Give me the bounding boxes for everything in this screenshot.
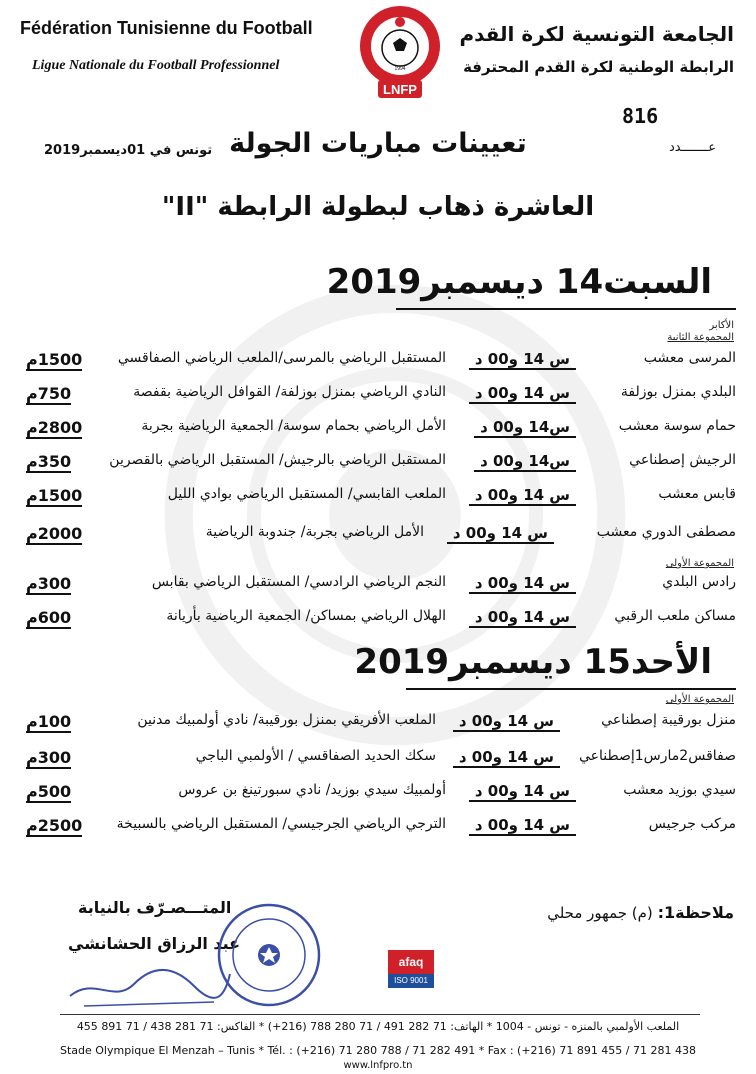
match-venue: مساكن ملعب الرقبي (614, 608, 736, 624)
match-teams: الملعب القابسي/ المستقبل الرياضي بوادي الليل (167, 486, 446, 502)
match-row (26, 712, 736, 738)
match-fee: 2000م (26, 524, 83, 543)
match-teams: الترجي الرياضي الجرجيسي/ المستقبل الرياضي بالسبيخة (116, 816, 446, 832)
match-row (26, 816, 736, 842)
category-label: الأكابر (709, 320, 734, 331)
match-fee: 350م (26, 452, 72, 471)
match-row (26, 608, 736, 634)
match-time: س 14 و00 د (469, 486, 576, 506)
match-teams: أولمبيك سيدي بوزيد/ نادي سبورتينغ بن عروس (178, 782, 446, 798)
signatory-name: عبد الرزاق الحشانشي (68, 934, 241, 953)
league-subtitle-ar: الرابطة الوطنية لكرة القدم المحترفة (463, 58, 734, 76)
match-teams: الملعب الأفريقي بمنزل بورقيبة/ نادي أولمبيك مدنين (137, 712, 436, 728)
note-text: (م) جمهور محلي (547, 904, 653, 922)
match-teams: المستقبل الرياضي بالمرسى/الملعب الرياضي الصفاقسي (117, 350, 446, 366)
match-venue: سيدي بوزيد معشب (623, 782, 736, 798)
match-fee: 300م (26, 574, 72, 593)
match-time: س 14 و00 د (469, 608, 576, 628)
signature-scribble (64, 956, 234, 1012)
day-heading-saturday: السبت14 ديسمبر2019 (326, 262, 712, 302)
match-venue: المرسى معشب (643, 350, 736, 366)
footer-divider (60, 1014, 700, 1015)
footer-website[interactable]: www.lnfpro.tn (343, 1060, 413, 1071)
match-row (26, 384, 736, 410)
footer-address-ar: الملعب الأولمبي بالمنزه - تونس - 1004 * الهاتف: 71 282 491 / 71 280 788 (216+) * الفاكس: 71 281 438 / 71 891 455 (76, 1020, 680, 1033)
match-row (26, 524, 736, 550)
day-heading-sunday: الأحد15 ديسمبر2019 (354, 642, 712, 682)
match-teams: الأمل الرياضي بحمام سوسة/ الجمعية الرياضية بجربة (141, 418, 446, 434)
federation-title-ar: الجامعة التونسية لكرة القدم (459, 22, 734, 46)
match-time: س 14 و00 د (469, 782, 576, 802)
day-heading-underline (396, 308, 736, 310)
match-fee: 1500م (26, 350, 83, 369)
match-venue: البلدي بمنزل بوزلفة (620, 384, 736, 400)
document-number-label: عـــــــدد (668, 140, 716, 155)
signatory-title: المتـــصـرّف بالنيابة (78, 898, 232, 917)
match-row (26, 452, 736, 478)
federation-title-fr: Fédération Tunisienne du Football (20, 18, 313, 38)
league-subtitle-fr: Ligue Nationale du Football Professionnel (32, 58, 280, 73)
match-row (26, 418, 736, 444)
afaq-iso: ISO 9001 (388, 974, 434, 988)
logo-text: LNFP (383, 82, 417, 97)
day-heading-underline (406, 688, 736, 690)
match-fee: 2800م (26, 418, 83, 437)
match-venue: حمام سوسة معشب (618, 418, 736, 434)
match-fee: 500م (26, 782, 72, 801)
match-time: س 14 و00 د (453, 748, 560, 768)
document-subtitle: العاشرة ذهاب لبطولة الرابطة "II" (161, 192, 595, 222)
match-teams: الأمل الرياضي بجربة/ جندوبة الرياضية (205, 524, 424, 540)
match-time: س 14 و00 د (469, 816, 576, 836)
match-time: س 14 و00 د (469, 350, 576, 370)
match-teams: المستقبل الرياضي بالرجيش/ المستقبل الرياضي بالقصرين (109, 452, 446, 468)
match-time: س14 و00 د (474, 418, 576, 438)
match-venue: منزل بورقيبة إصطناعي (601, 712, 736, 728)
document-title: تعيينات مباريات الجولة (229, 128, 527, 159)
match-teams: النجم الرياضي الرادسي/ المستقبل الرياضي بقابس (151, 574, 446, 590)
match-row (26, 748, 736, 774)
group-label: المجموعة الأولى (665, 694, 734, 705)
match-fee: 100م (26, 712, 72, 731)
match-venue: رادس البلدي (662, 574, 736, 590)
group-label: المجموعة الثانية (667, 332, 734, 343)
match-teams: النادي الرياضي بمنزل بوزلفة/ القوافل الرياضية بقفصة (133, 384, 446, 400)
afaq-certification-badge (388, 950, 434, 996)
match-teams: الهلال الرياضي بمساكن/ الجمعية الرياضية بأريانة (166, 608, 446, 624)
match-fee: 1500م (26, 486, 83, 505)
match-teams: سكك الحديد الصفاقسي / الأولمبي الباجي (195, 748, 436, 764)
match-time: س 14 و00 د (453, 712, 560, 732)
match-fee: 300م (26, 748, 72, 767)
footer-address-fr: Stade Olympique El Menzah – Tunis * Tél. : (+216) 71 280 788 / 71 282 491 * Fax : (+216) 71 891 455 / 71 281 438 (59, 1044, 696, 1057)
match-fee: 750م (26, 384, 72, 403)
match-venue: الرجيش إصطناعي (629, 452, 736, 468)
match-row (26, 350, 736, 376)
match-venue: مركب جرجيس (648, 816, 736, 832)
note (547, 903, 734, 922)
lnfp-logo (358, 4, 442, 100)
match-venue: مصطفى الدوري معشب (596, 524, 736, 540)
match-venue: قابس معشب (658, 486, 736, 502)
match-row (26, 486, 736, 512)
match-fee: 600م (26, 608, 72, 627)
match-row (26, 574, 736, 600)
match-time: س 14 و00 د (447, 524, 554, 544)
match-time: س 14 و00 د (469, 384, 576, 404)
group-label: المجموعة الأولى (665, 558, 734, 569)
match-time: س14 و00 د (474, 452, 576, 472)
match-fee: 2500م (26, 816, 83, 835)
document-date: تونس في 01ديسمبر2019 (44, 143, 213, 158)
logo-year: 1994 (394, 66, 406, 72)
match-venue: صفاقس2مارس1إصطناعي (578, 748, 736, 764)
note-label: ملاحظة1: (657, 903, 734, 922)
match-row (26, 782, 736, 808)
document-number: 816 (622, 104, 659, 128)
match-time: س 14 و00 د (469, 574, 576, 594)
afaq-label: afaq (388, 950, 434, 974)
